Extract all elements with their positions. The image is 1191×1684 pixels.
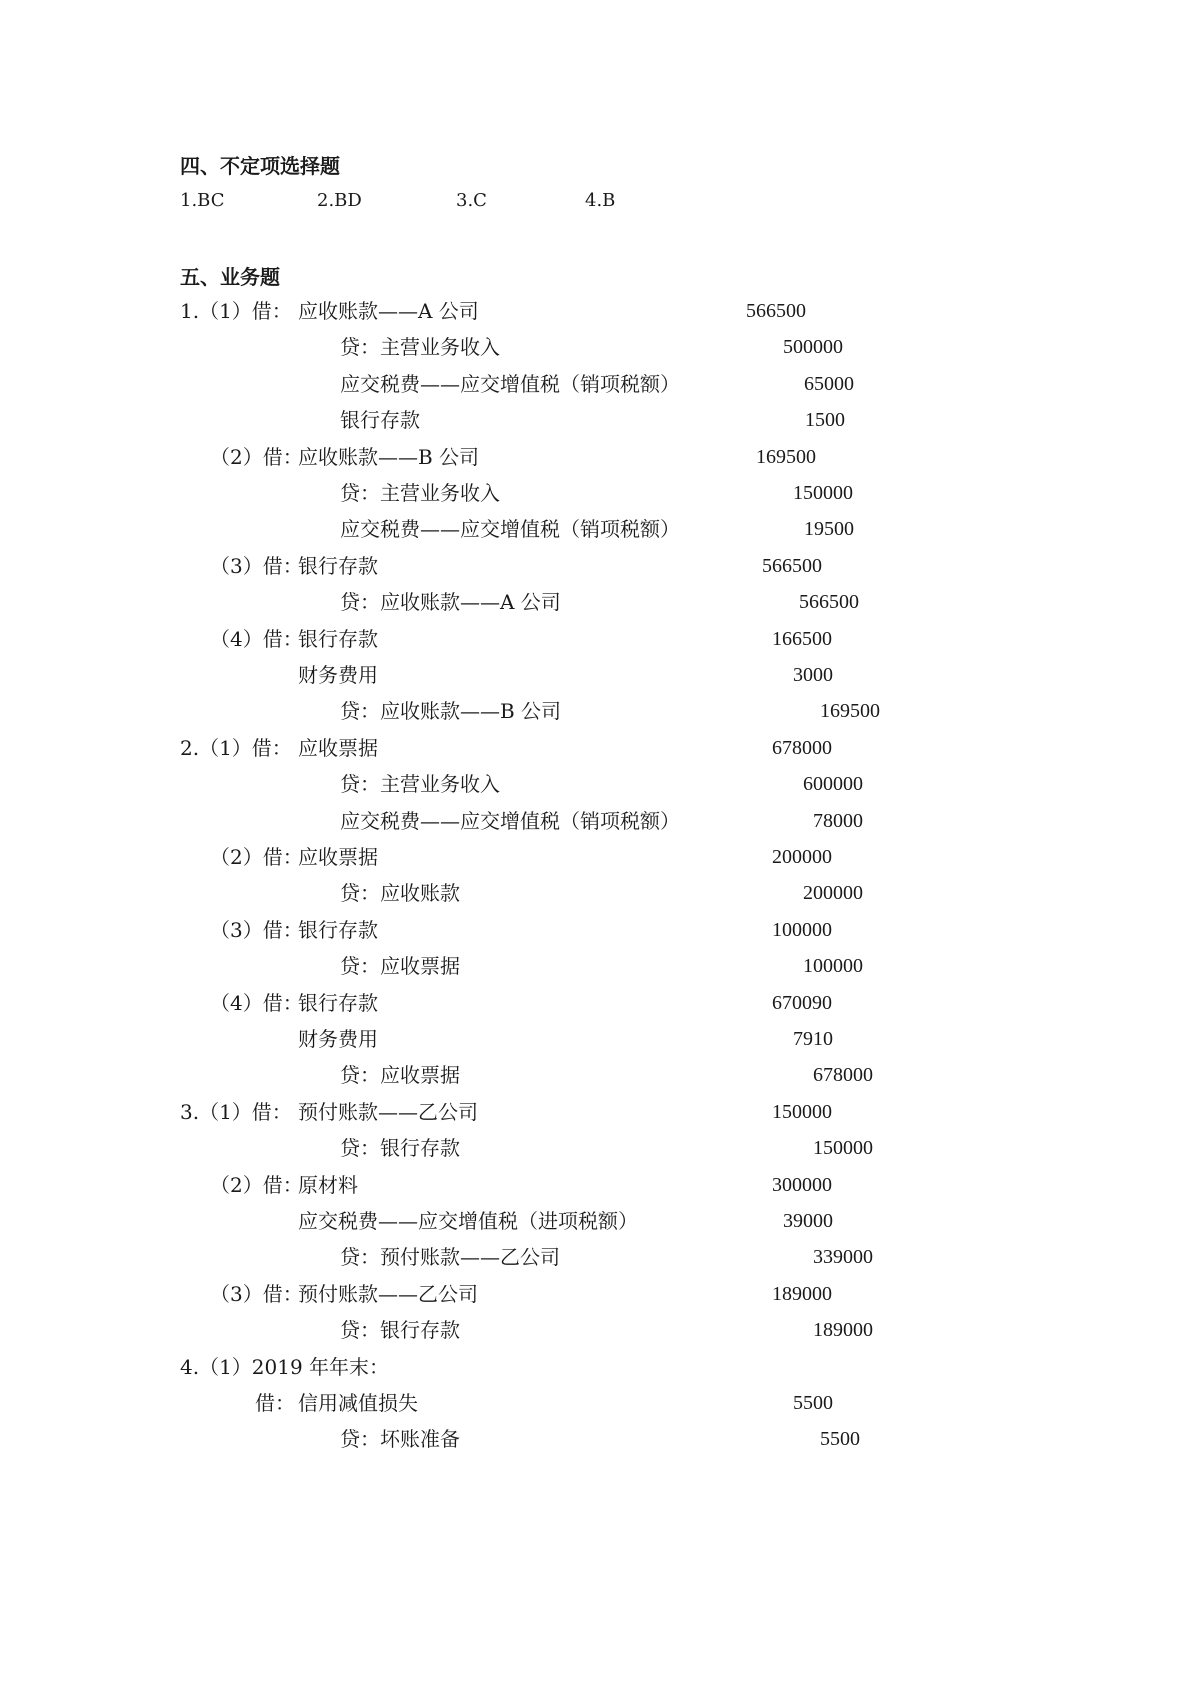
entry-row <box>0 402 1191 438</box>
entry-amount: 169500 <box>756 445 816 468</box>
entry-label: 3.（1）借： <box>180 1099 292 1124</box>
entry-account: 银行存款 <box>340 408 420 433</box>
entry-amount: 150000 <box>813 1137 873 1160</box>
entry-row <box>0 1167 1191 1203</box>
entry-amount: 566500 <box>799 591 859 614</box>
entry-row <box>0 985 1191 1021</box>
entry-amount: 100000 <box>772 918 832 941</box>
entry-row <box>0 293 1191 329</box>
entry-amount: 78000 <box>813 809 863 832</box>
entry-amount: 200000 <box>772 846 832 868</box>
entry-account: 原材料 <box>298 1172 358 1197</box>
entry-label: （2）借： <box>210 1172 303 1197</box>
entry-account: 贷：应收票据 <box>340 954 460 979</box>
entry-row <box>0 329 1191 365</box>
entry-row <box>0 1312 1191 1348</box>
entry-row <box>0 1421 1191 1457</box>
entry-account: 信用减值损失 <box>298 1391 418 1415</box>
entry-amount: 670090 <box>772 991 832 1014</box>
entry-amount: 189000 <box>813 1319 873 1342</box>
entry-row <box>0 475 1191 511</box>
entry-label: （3）借： <box>210 917 303 942</box>
entry-row <box>0 839 1191 875</box>
entry-row <box>0 948 1191 984</box>
entry-row <box>0 766 1191 802</box>
entry-account: 财务费用 <box>298 663 378 687</box>
entry-row <box>0 1057 1191 1093</box>
entry-amount: 169500 <box>820 700 880 723</box>
entry-label: 4.（1）2019 年年末： <box>180 1354 390 1379</box>
entry-account: 贷：坏账准备 <box>340 1427 460 1452</box>
entry-label: 借： <box>255 1391 295 1415</box>
answer-2: 2.BD <box>317 190 362 211</box>
entry-row <box>0 1349 1191 1385</box>
entry-account: 贷：主营业务收入 <box>340 772 500 797</box>
entry-account: 应收账款——A 公司 <box>298 299 479 323</box>
entry-account: 贷：应收票据 <box>340 1063 460 1088</box>
entry-row <box>0 803 1191 839</box>
entry-account: 银行存款 <box>298 990 378 1015</box>
entry-row <box>0 657 1191 693</box>
entry-amount: 339000 <box>813 1246 873 1269</box>
entry-label: 1.（1）借： <box>180 299 292 323</box>
entry-amount: 7910 <box>793 1028 833 1050</box>
entry-account: 应交税费——应交增值税（销项税额） <box>340 517 680 542</box>
entry-label: （4）借： <box>210 626 303 651</box>
entry-amount: 100000 <box>803 955 863 978</box>
answer-1: 1.BC <box>180 190 225 211</box>
entry-row <box>0 730 1191 766</box>
entry-label: （2）借： <box>210 444 303 469</box>
entry-account: 贷：银行存款 <box>340 1318 460 1343</box>
entry-label: （4）借： <box>210 990 303 1015</box>
entry-account: 财务费用 <box>298 1027 378 1051</box>
entry-amount: 500000 <box>783 336 843 359</box>
entry-amount: 3000 <box>793 664 833 686</box>
entry-amount: 150000 <box>793 482 853 504</box>
entry-amount: 678000 <box>813 1064 873 1087</box>
entry-row <box>0 1021 1191 1057</box>
entry-amount: 566500 <box>762 554 822 577</box>
entry-account: 贷：银行存款 <box>340 1136 460 1161</box>
entry-account: 贷：应收账款 <box>340 881 460 906</box>
entry-amount: 39000 <box>783 1210 833 1232</box>
entry-label: （3）借： <box>210 1281 303 1306</box>
entry-account: 银行存款 <box>298 917 378 942</box>
entry-row <box>0 439 1191 475</box>
entry-amount: 65000 <box>804 372 854 395</box>
entry-account: 应交税费——应交增值税（销项税额） <box>340 808 680 833</box>
entry-row <box>0 875 1191 911</box>
entry-account: 应交税费——应交增值税（进项税额） <box>298 1209 638 1233</box>
section4-heading: 四、不定项选择题 <box>180 154 340 178</box>
entry-account: 贷：主营业务收入 <box>340 481 500 505</box>
entry-label: （2）借： <box>210 845 303 869</box>
entry-label: （3）借： <box>210 553 303 578</box>
entry-row <box>0 1385 1191 1421</box>
section5-heading: 五、业务题 <box>180 265 280 289</box>
entry-row <box>0 366 1191 402</box>
entry-amount: 150000 <box>772 1100 832 1123</box>
entry-account: 应收票据 <box>298 845 378 869</box>
entry-account: 贷：应收账款——A 公司 <box>340 590 561 615</box>
entry-amount: 1500 <box>805 409 845 432</box>
entry-account: 应交税费——应交增值税（销项税额） <box>340 371 680 396</box>
answer-3: 3.C <box>456 190 487 211</box>
entry-row <box>0 693 1191 729</box>
entry-row <box>0 1239 1191 1275</box>
entry-amount: 5500 <box>820 1428 860 1451</box>
entry-amount: 5500 <box>793 1392 833 1414</box>
entry-account: 贷：应收账款——B 公司 <box>340 699 562 724</box>
entry-amount: 600000 <box>803 773 863 796</box>
entry-row <box>0 1203 1191 1239</box>
entry-account: 预付账款——乙公司 <box>298 1099 478 1124</box>
entry-amount: 300000 <box>772 1173 832 1196</box>
entry-label: 2.（1）借： <box>180 735 292 760</box>
entry-account: 应收票据 <box>298 735 378 760</box>
entry-row <box>0 1276 1191 1312</box>
entry-account: 应收账款——B 公司 <box>298 444 480 469</box>
entry-row <box>0 912 1191 948</box>
entry-account: 预付账款——乙公司 <box>298 1281 478 1306</box>
entry-amount: 189000 <box>772 1282 832 1305</box>
entry-row <box>0 1130 1191 1166</box>
entry-account: 贷：预付账款——乙公司 <box>340 1245 560 1270</box>
entry-row <box>0 548 1191 584</box>
entry-account: 银行存款 <box>298 626 378 651</box>
entry-amount: 566500 <box>746 300 806 322</box>
entry-row <box>0 1094 1191 1130</box>
entry-amount: 19500 <box>804 518 854 541</box>
entry-amount: 166500 <box>772 627 832 650</box>
entry-row <box>0 511 1191 547</box>
entry-amount: 200000 <box>803 882 863 905</box>
entry-amount: 678000 <box>772 736 832 759</box>
entry-row <box>0 621 1191 657</box>
entry-account: 银行存款 <box>298 553 378 578</box>
entry-account: 贷：主营业务收入 <box>340 335 500 360</box>
entry-row <box>0 584 1191 620</box>
answer-4: 4.B <box>585 190 616 211</box>
